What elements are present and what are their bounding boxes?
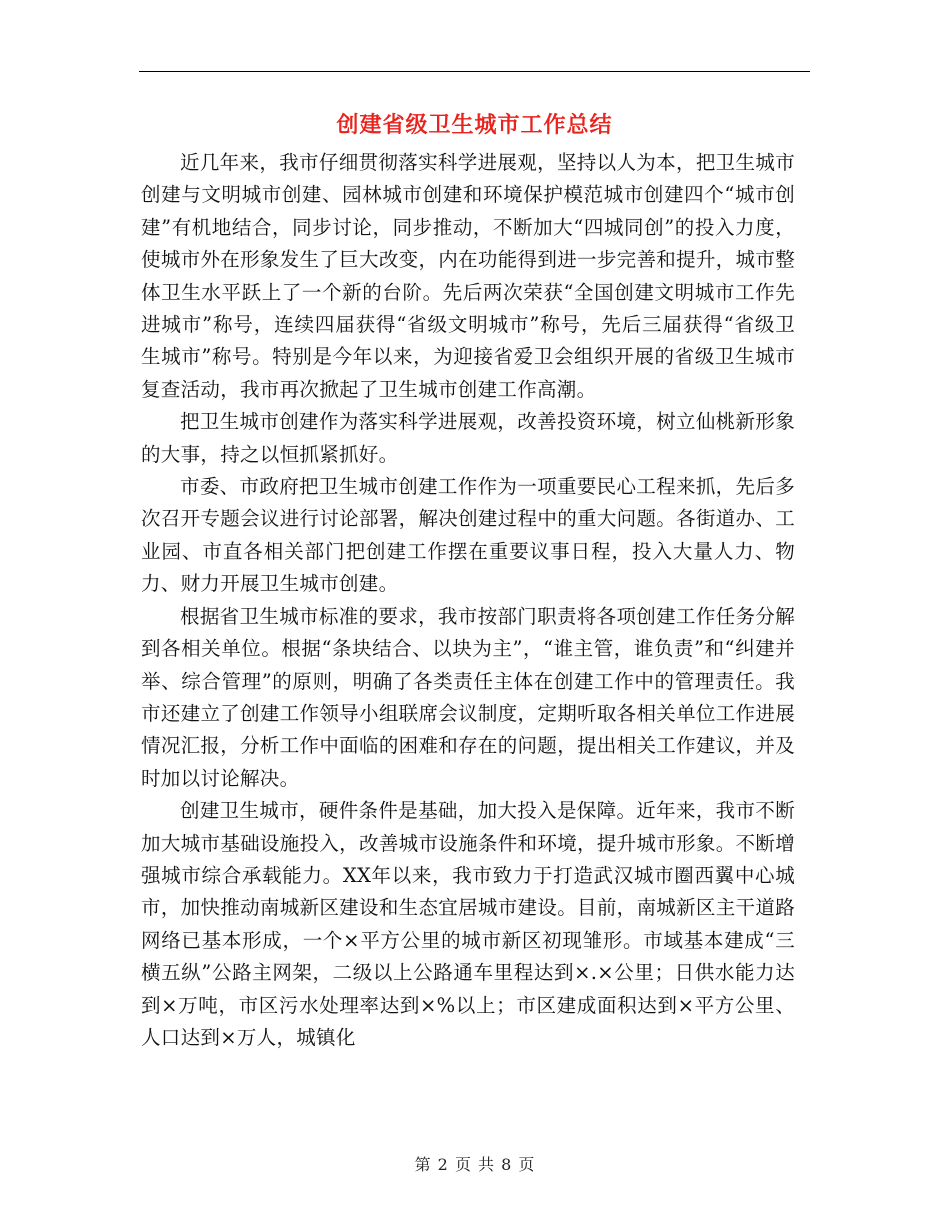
header-rule bbox=[139, 71, 810, 72]
paragraph-1: 近几年来，我市仔细贯彻落实科学进展观，坚持以人为本，把卫生城市创建与文明城市创建、园林城市创建和环境保护模范城市创建四个“城市创建”有机地结合，同步讨论，同步推动，不断加大“四城同创”的投入力度，使城市外在形象发生了巨大改变，内在功能得到进一步完善和提升，城市整体卫生水平跃上了一个新的台阶。先后两次荣获“全国创建文明城市工作先进城市”称号，连续四届获得“省级文明城市”称号，先后三届获得“省级卫生城市”称号。特别是今年以来，为迎接省爱卫会组织开展的省级卫生城市复查活动，我市再次掀起了卫生城市创建工作高潮。 bbox=[141, 151, 795, 401]
document-body bbox=[141, 147, 795, 1054]
document-title: 创建省级卫生城市工作总结 bbox=[336, 112, 613, 138]
paragraph-2: 把卫生城市创建作为落实科学进展观，改善投资环境，树立仙桃新形象的大事，持之以恒抓紧抓好。 bbox=[141, 410, 795, 466]
paragraph-4: 根据省卫生城市标准的要求，我市按部门职责将各项创建工作任务分解到各相关单位。根据“条块结合、以块为主”，“谁主管，谁负责”和“纠建并举、综合管理”的原则，明确了各类责任主体在创建工作中的管理责任。我市还建立了创建工作领导小组联席会议制度，定期听取各相关单位工作进展情况汇报，分析工作中面临的困难和存在的问题，提出相关工作建议，并及时加以讨论解决。 bbox=[141, 604, 795, 790]
page-number-footer: 第 2 页 共 8 页 bbox=[414, 1155, 536, 1174]
paragraph-3: 市委、市政府把卫生城市创建工作作为一项重要民心工程来抓，先后多次召开专题会议进行讨论部署，解决创建过程中的重大问题。各街道办、工业园、市直各相关部门把创建工作摆在重要议事日程，投入大量人力、物力、财力开展卫生城市创建。 bbox=[141, 475, 795, 596]
paragraph-5: 创建卫生城市，硬件条件是基础，加大投入是保障。近年来，我市不断加大城市基础设施投入，改善城市设施条件和环境，提升城市形象。不断增强城市综合承载能力。XX年以来，我市致力于打造武汉城市圈西翼中心城市，加快推动南城新区建设和生态宜居城市建设。目前，南城新区主干道路网络已基本形成，一个×平方公里的城市新区初现雏形。市域基本建成“三横五纵”公路主网架，二级以上公路通车里程达到×.×公里；日供水能力达到×万吨，市区污水处理率达到×%以上；市区建成面积达到×平方公里、人口达到×万人，城镇化 bbox=[141, 799, 795, 1049]
